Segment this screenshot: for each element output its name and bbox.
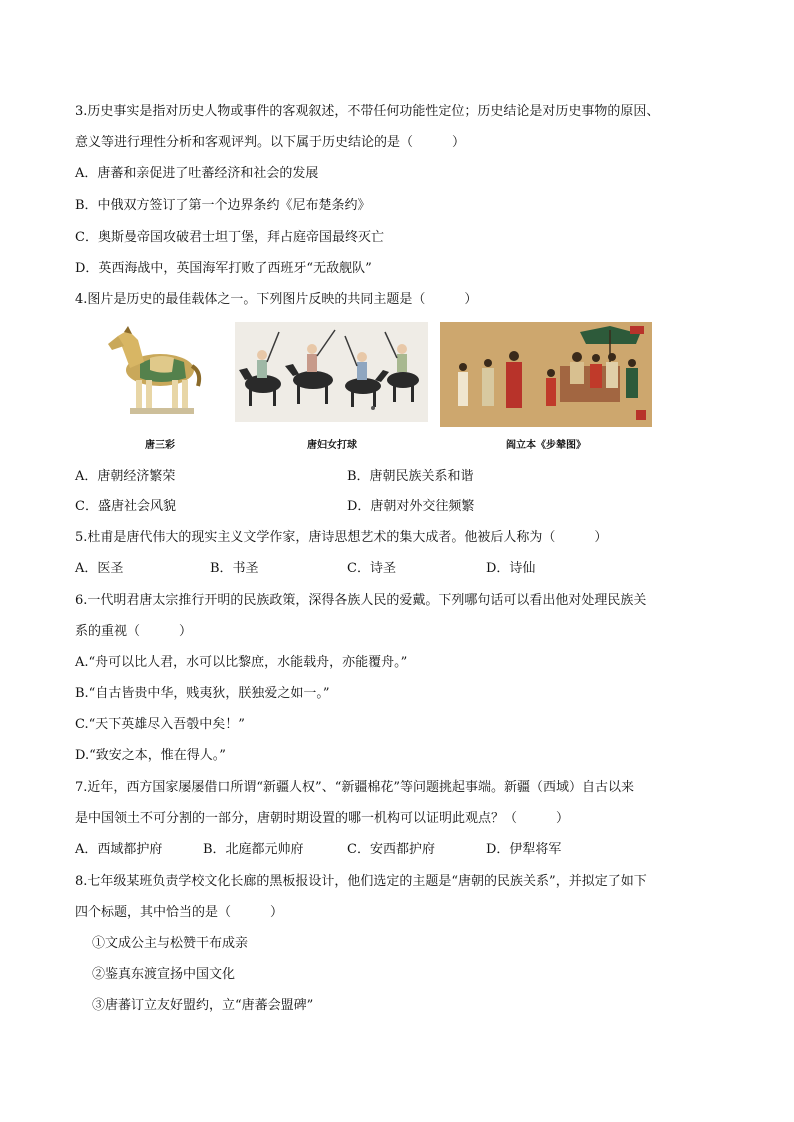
q3-stem-line1: 3.历史事实是指对历史人物或事件的客观叙述，不带任何功能性定位；历史结论是对历史事物的原因、 bbox=[75, 104, 660, 119]
q4-option-b: B．唐朝民族关系和谐 bbox=[347, 469, 474, 484]
q4-option-a: A．唐朝经济繁荣 bbox=[75, 469, 176, 484]
q6-option-b: B.“自古皆贵中华，贱夷狄，朕独爱之如一。” bbox=[75, 686, 330, 701]
q7-stem-line2: 是中国领土不可分割的一部分，唐朝时期设置的哪一机构可以证明此观点？（ ） bbox=[75, 811, 570, 826]
tang-women-polo-icon bbox=[235, 322, 428, 422]
q5-option-c: C．诗圣 bbox=[347, 561, 396, 576]
q4-option-d: D．唐朝对外交往频繁 bbox=[347, 499, 475, 514]
q7-option-a: A．西域都护府 bbox=[75, 842, 163, 857]
q4-caption-3: 阎立本《步辇图》 bbox=[506, 440, 586, 451]
q3-option-b: B．中俄双方签订了第一个边界条约《尼布楚条约》 bbox=[75, 198, 371, 213]
q7-stem-line1: 7.近年，西方国家屡屡借口所谓“新疆人权”、“新疆棉花”等问题挑起事端。新疆（西域）自古以来 bbox=[75, 780, 634, 795]
q5-option-d: D．诗仙 bbox=[486, 561, 536, 576]
q8-item-3: ③唐蕃订立友好盟约，立“唐蕃会盟碑” bbox=[92, 998, 314, 1013]
q3-option-c: C．奥斯曼帝国攻破君士坦丁堡，拜占庭帝国最终灭亡 bbox=[75, 230, 384, 245]
q3-option-d: D．英西海战中，英国海军打败了西班牙“无敌舰队” bbox=[75, 261, 372, 276]
q4-stem: 4.图片是历史的最佳载体之一。下列图片反映的共同主题是（ ） bbox=[75, 292, 478, 307]
q4-caption-2: 唐妇女打球 bbox=[307, 440, 357, 451]
q8-item-1: ①文成公主与松赞干布成亲 bbox=[92, 936, 249, 951]
q6-stem-line2: 系的重视（ ） bbox=[75, 624, 193, 639]
q4-option-c: C．盛唐社会风貌 bbox=[75, 499, 176, 514]
q8-stem-line1: 8.七年级某班负责学校文化长廊的黑板报设计，他们选定的主题是“唐朝的民族关系”，并拟定了如下 bbox=[75, 874, 647, 889]
q3-stem-line2: 意义等进行理性分析和客观评判。以下属于历史结论的是（ ） bbox=[75, 135, 466, 150]
q7-option-b: B．北庭都元帅府 bbox=[203, 842, 304, 857]
tang-sancai-horse-image bbox=[100, 322, 212, 420]
bunian-painting-icon bbox=[440, 322, 652, 427]
q5-option-b: B．书圣 bbox=[210, 561, 259, 576]
q7-option-d: D．伊犁将军 bbox=[486, 842, 562, 857]
q6-option-a: A.“舟可以比人君，水可以比黎庶，水能载舟，亦能覆舟。” bbox=[75, 655, 408, 670]
q6-stem-line1: 6.一代明君唐太宗推行开明的民族政策，深得各族人民的爱戴。下列哪句话可以看出他对处理民族关 bbox=[75, 593, 647, 608]
q6-option-c: C.“天下英雄尽入吾彀中矣！” bbox=[75, 717, 245, 732]
q5-stem: 5.杜甫是唐代伟大的现实主义文学作家，唐诗思想艺术的集大成者。他被后人称为（ ） bbox=[75, 530, 608, 545]
q5-option-a: A．医圣 bbox=[75, 561, 124, 576]
q3-option-a: A．唐蕃和亲促进了吐蕃经济和社会的发展 bbox=[75, 166, 319, 181]
q7-option-c: C．安西都护府 bbox=[347, 842, 435, 857]
q8-stem-line2: 四个标题，其中恰当的是（ ） bbox=[75, 905, 284, 920]
q6-option-d: D.“致安之本，惟在得人。” bbox=[75, 748, 226, 763]
bunian-painting-image bbox=[440, 322, 652, 427]
q8-item-2: ②鉴真东渡宣扬中国文化 bbox=[92, 967, 236, 982]
q4-caption-1: 唐三彩 bbox=[145, 440, 175, 451]
tang-women-polo-image bbox=[235, 322, 428, 422]
tang-sancai-horse-icon bbox=[100, 322, 212, 420]
